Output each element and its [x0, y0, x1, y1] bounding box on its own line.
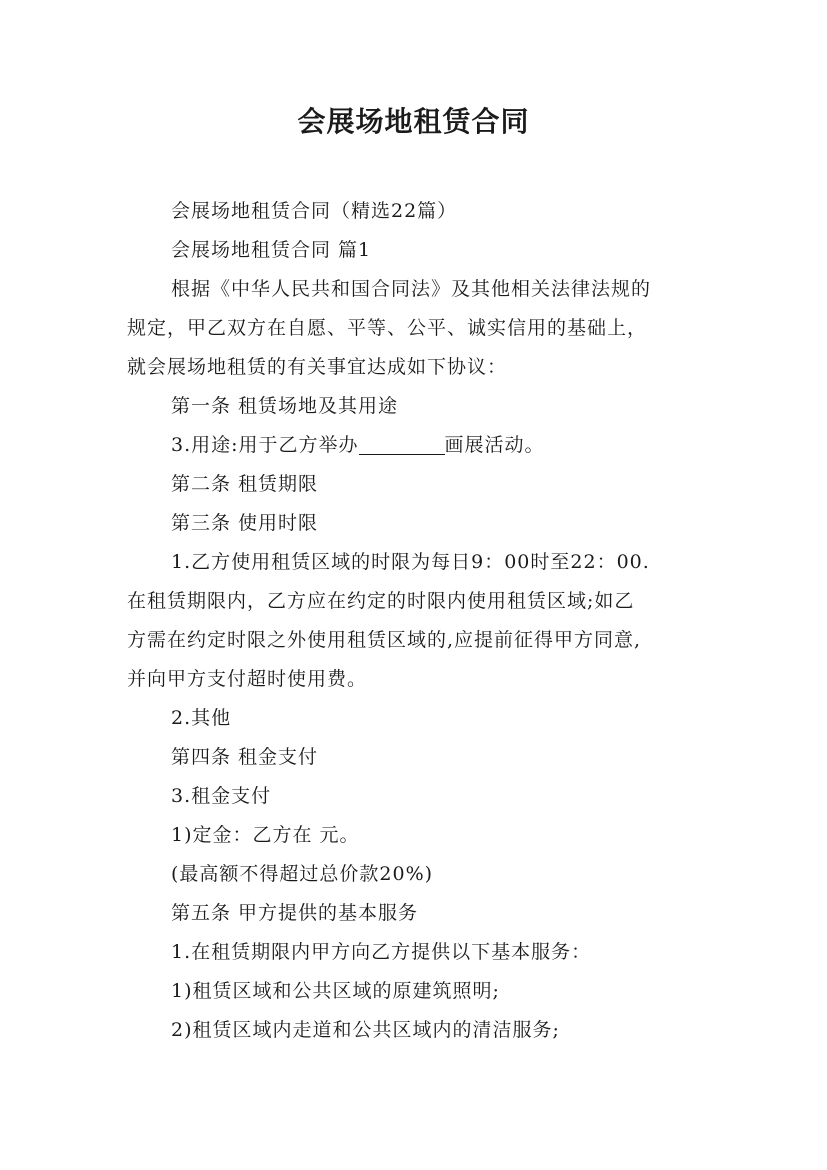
intro-line-1: 根据《中华人民共和国合同法》及其他相关法律法规的: [171, 278, 652, 300]
other-clause: 2.其他: [171, 707, 232, 729]
service-item-1: 1)租赁区域和公共区域的原建筑照明;: [171, 980, 500, 1002]
article-3-heading: 第三条 使用时限: [171, 512, 319, 534]
fill-in-blank: [359, 430, 445, 455]
article-4-heading: 第四条 租金支付: [171, 746, 319, 768]
subtitle: 会展场地租赁合同（精选22篇）: [171, 200, 458, 222]
purpose-text-after: 画展活动。: [444, 434, 545, 456]
section-heading: 会展场地租赁合同 篇1: [171, 239, 372, 261]
article-2-heading: 第二条 租赁期限: [171, 473, 319, 495]
document-body: [127, 192, 707, 1050]
deposit-note: (最高额不得超过总价款20%): [171, 863, 434, 885]
purpose-text-before: 3.用途:用于乙方举办: [171, 434, 359, 456]
article-5-heading: 第五条 甲方提供的基本服务: [171, 902, 419, 924]
intro-line-2: 规定，甲乙双方在自愿、平等、公平、诚实信用的基础上，: [127, 317, 648, 339]
purpose-clause: [127, 426, 707, 465]
time-clause-line-2: 在租赁期限内，乙方应在约定的时限内使用租赁区域;如乙: [127, 590, 635, 612]
service-item-2: 2)租赁区域内走道和公共区域内的清洁服务;: [171, 1019, 560, 1041]
rent-payment-clause: 3.租金支付: [171, 785, 272, 807]
deposit-clause: 1)定金：乙方在 元。: [171, 824, 360, 846]
time-clause-line-1: 1.乙方使用租赁区域的时限为每日9：00时至22：00.: [171, 551, 650, 573]
article-1-heading: 第一条 租赁场地及其用途: [171, 395, 399, 417]
time-clause-line-3: 方需在约定时限之外使用租赁区域的,应提前征得甲方同意,: [127, 629, 642, 651]
service-intro: 1.在租赁期限内甲方向乙方提供以下基本服务：: [171, 941, 592, 963]
intro-line-3: 就会展场地租赁的有关事宜达成如下协议：: [127, 356, 508, 378]
time-clause-line-4: 并向甲方支付超时使用费。: [127, 668, 368, 690]
document-title: 会展场地租赁合同: [297, 105, 530, 138]
